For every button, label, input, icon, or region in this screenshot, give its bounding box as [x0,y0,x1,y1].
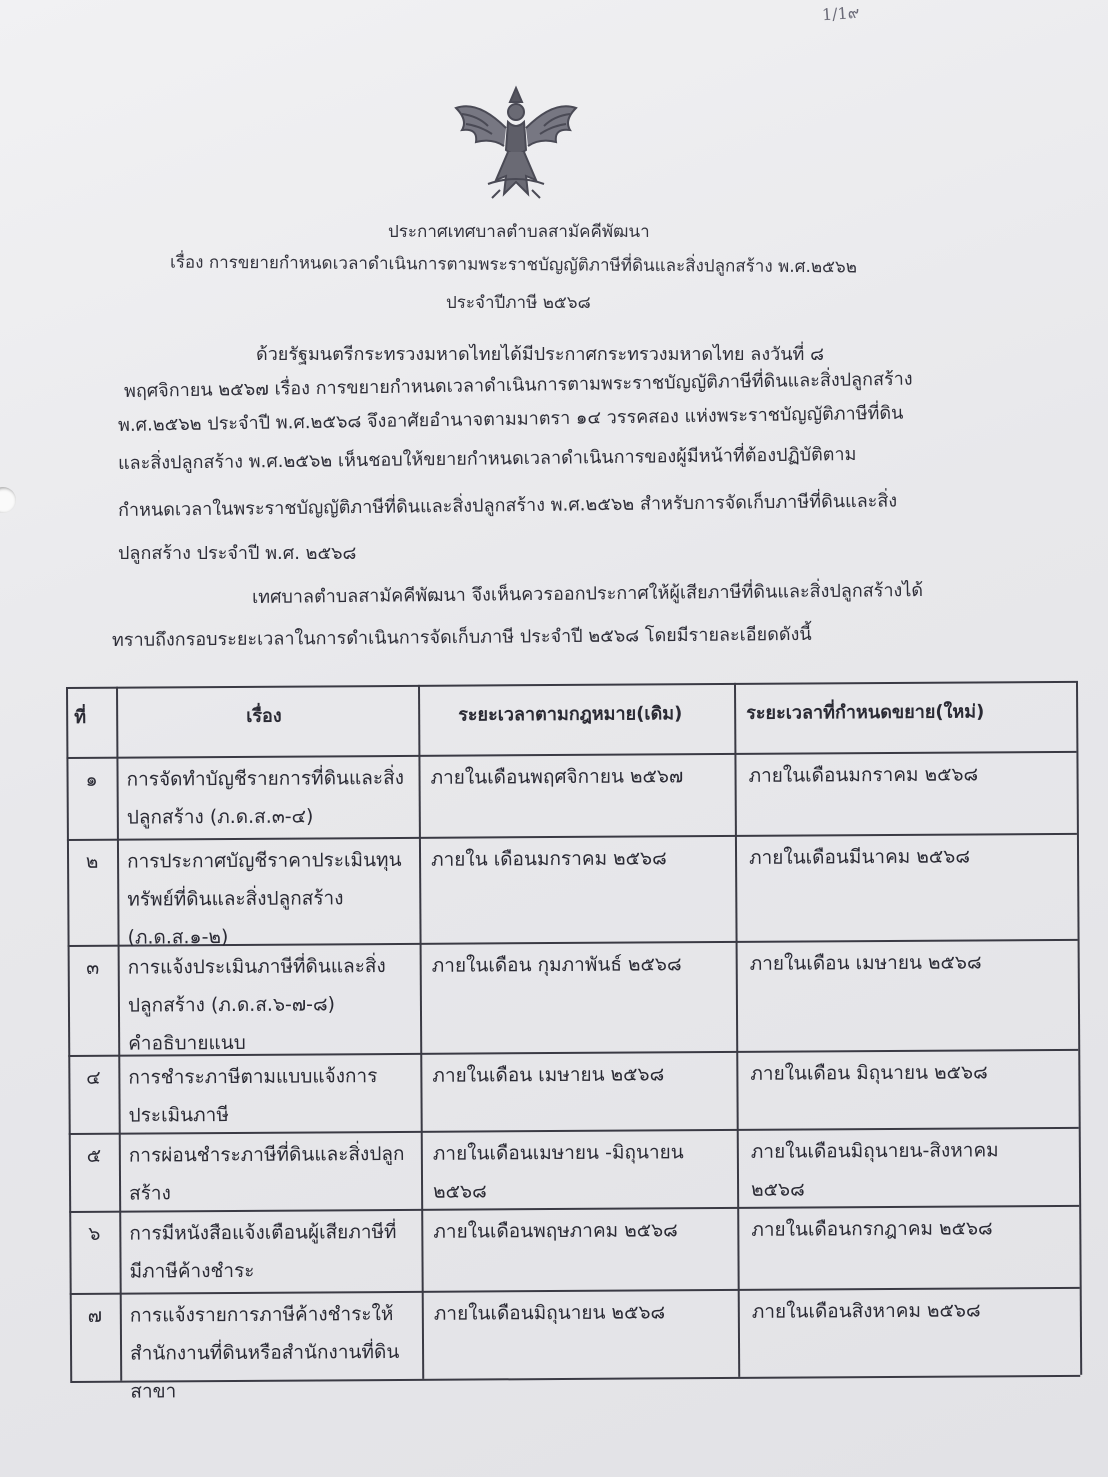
row-number: ๓ [86,956,100,979]
body-line: ทราบถึงกรอบระยะเวลาในการดำเนินการจัดเก็บภาษี ประจำปี ๒๕๖๘ โดยมีรายละเอียดดังนี้ [111,623,812,651]
body-line: พ.ศ.๒๕๖๒ ประจำปี พ.ศ.๒๕๖๘ จึงอาศัยอำนาจตามมาตรา ๑๔ วรรคสอง แห่งพระราชบัญญัติภาษีที่ดิน [117,402,904,436]
page-number: 1/1๙ [821,2,861,25]
row-old-period: ภายในเดือนพฤษภาคม ๒๕๖๘ [433,1219,678,1243]
row-subject: ปลูกสร้าง (ภ.ด.ส.๖-๗-๘) [127,993,336,1017]
row-number: ๕ [86,1144,102,1167]
row-new-period: ภายในเดือน เมษายน ๒๕๖๘ [749,951,982,975]
body-line: เทศบาลตำบลสามัคคีพัฒนา จึงเห็นควรออกประกาศให้ผู้เสียภาษีที่ดินและสิ่งปลูกสร้างได้ [251,579,924,608]
row-new-period: ภายในเดือนมกราคม ๒๕๖๘ [748,763,979,787]
body-line: กำหนดเวลาในพระราชบัญญัติภาษีที่ดินและสิ่งปลูกสร้าง พ.ศ.๒๕๖๒ สำหรับการจัดเก็บภาษีที่ดินและสิ่ง [117,490,898,521]
garuda-emblem-icon [448,80,584,204]
row-old-period: ภายในเดือน เมษายน ๒๕๖๘ [432,1063,665,1087]
row-old-period: ภายในเดือน กุมภาพันธ์ ๒๕๖๘ [431,953,682,977]
row-new-period: ภายในเดือนกรกฎาคม ๒๕๖๘ [751,1217,993,1241]
row-subject: คำอธิบายแนบ [128,1031,246,1055]
row-old-period: ภายใน เดือนมกราคม ๒๕๖๘ [430,847,667,871]
announcement-title: ประกาศเทศบาลตำบลสามัคคีพัฒนา [388,222,650,242]
row-number: ๗ [87,1304,103,1327]
row-number: ๒ [85,850,99,873]
row-subject: การชำระภาษีตามแบบแจ้งการ [128,1065,378,1089]
body-line: และสิ่งปลูกสร้าง พ.ศ.๒๕๖๒ เห็นชอบให้ขยายกำหนดเวลาดำเนินการของผู้มีหน้าที่ต้องปฏิบัติตาม [117,443,857,474]
row-subject: การแจ้งประเมินภาษีที่ดินและสิ่ง [127,955,386,979]
row-subject: การจัดทำบัญชีรายการที่ดินและสิ่ง [126,766,405,791]
table-header-cell: ระยะเวลาที่กำหนดขยาย(ใหม่) [746,701,985,724]
row-old-period: ภายในเดือนมิถุนายน ๒๕๖๘ [433,1301,666,1325]
table-column-divider [116,687,122,1381]
announcement-subject: เรื่อง การขยายกำหนดเวลาดำเนินการตามพระราชบัญญัติภาษีที่ดินและสิ่งปลูกสร้าง พ.ศ.๒๕๖๒ [169,252,858,278]
row-subject: ปลูกสร้าง (ภ.ด.ส.๓-๔) [126,805,314,829]
row-number: ๑ [85,768,98,791]
row-old-period: ๒๕๖๘ [433,1180,487,1203]
table-header-cell: ระยะเวลาตามกฎหมาย(เดิม) [458,703,683,726]
body-line: ด้วยรัฐมนตรีกระทรวงมหาดไทยได้มีประกาศกระทรวงมหาดไทย ลงวันที่ ๘ [256,344,825,365]
row-new-period: ภายในเดือนมิถุนายน-สิงหาคม [750,1139,999,1163]
row-subject: การแจ้งรายการภาษีค้างชำระให้ [129,1303,394,1327]
body-line: ปลูกสร้าง ประจำปี พ.ศ. ๒๕๖๘ [118,543,357,564]
row-subject: สร้าง [129,1182,171,1205]
row-old-period: ภายในเดือนพฤศจิกายน ๒๕๖๗ [430,765,684,789]
row-subject: การผ่อนชำระภาษีที่ดินและสิ่งปลูก [128,1142,405,1167]
table-header-cell: เรื่อง [246,705,282,727]
row-subject: ทรัพย์ที่ดินและสิ่งปลูกสร้าง [127,887,344,911]
row-new-period: ๒๕๖๘ [751,1178,805,1201]
row-subject: การประกาศบัญชีราคาประเมินทุน [127,848,402,873]
row-subject: (ภ.ด.ส.๑-๒) [127,926,229,949]
row-subject: ประเมินภาษี [128,1104,229,1127]
row-new-period: ภายในเดือน มิถุนายน ๒๕๖๘ [750,1061,988,1085]
row-number: ๔ [86,1066,101,1089]
row-new-period: ภายในเดือนมีนาคม ๒๕๖๘ [748,845,971,869]
schedule-table [66,681,1080,1403]
tax-year-line: ประจำปีภาษี ๒๕๖๘ [446,293,591,313]
row-subject: สำนักงานที่ดินหรือสำนักงานที่ดินสาขา [130,1340,400,1403]
body-line: พฤศจิกายน ๒๕๖๗ เรื่อง การขยายกำหนดเวลาดำเนินการตามพระราชบัญญัติภาษีที่ดินและสิ่งปลูกสร้าง [123,368,913,402]
row-old-period: ภายในเดือนเมษายน -มิถุนายน [432,1141,684,1165]
row-new-period: ภายในเดือนสิงหาคม ๒๕๖๘ [751,1299,981,1323]
table-column-divider [734,683,740,1377]
row-subject: การมีหนังสือแจ้งเตือนผู้เสียภาษีที่ [129,1220,397,1245]
row-subject: มีภาษีค้างชำระ [129,1259,255,1283]
row-number: ๖ [88,1222,101,1245]
table-header-cell: ที่ [74,706,87,728]
